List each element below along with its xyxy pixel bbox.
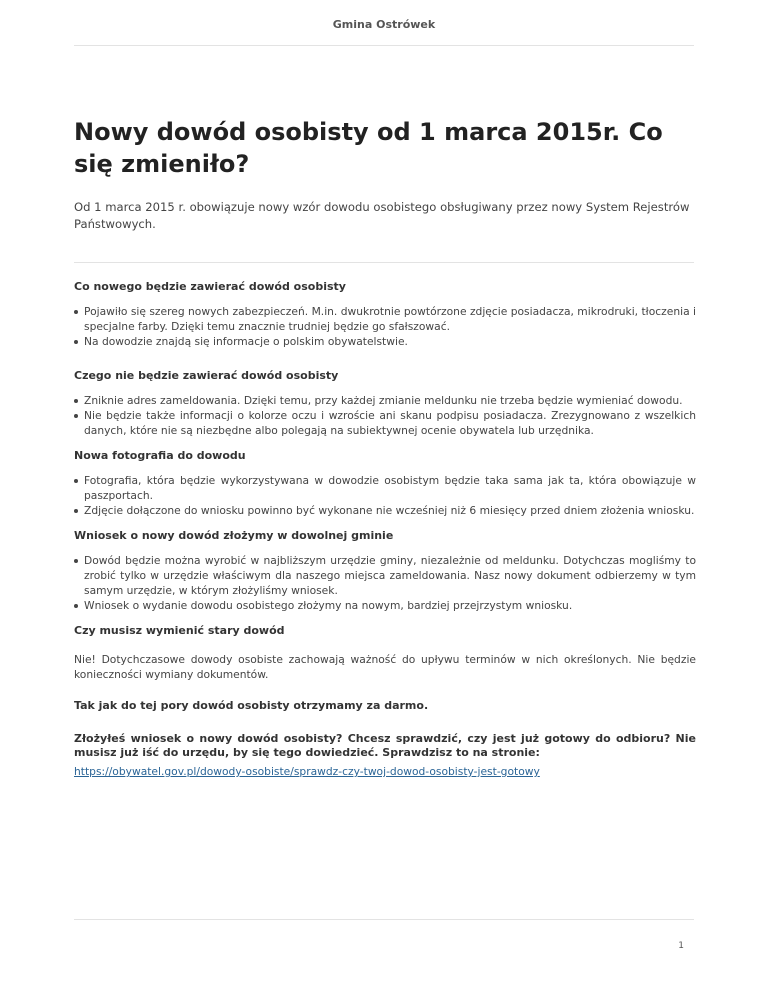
section-heading: Czy musisz wymienić stary dowód xyxy=(74,624,285,637)
check-status-text: Złożyłeś wniosek o nowy dowód osobisty? Chcesz sprawdzić, czy jest już gotowy do odbioru? Nie musisz już iść do urzędu, by się tego dowiedzieć. Sprawdzisz to na stronie: xyxy=(74,732,696,759)
bullet-icon xyxy=(74,479,78,483)
section-removed-contents xyxy=(74,369,696,438)
section-new-contents xyxy=(74,280,696,349)
article-body xyxy=(74,280,696,779)
article-intro: Od 1 marca 2015 r. obowiązuje nowy wzór dowodu osobistego obsługiwany przez nowy System Rejestrów Państwowych. xyxy=(74,200,690,231)
bullet-icon xyxy=(74,310,78,314)
bullet-list xyxy=(74,393,696,438)
list-item xyxy=(74,473,696,503)
check-status-block xyxy=(74,732,696,779)
section-heading: Wniosek o nowy dowód złożymy w dowolnej gminie xyxy=(74,529,394,542)
list-item-text: Zniknie adres zameldowania. Dzięki temu, przy każdej zmianie meldunku nie trzeba będzie wymieniać dowodu. xyxy=(84,394,683,407)
list-item xyxy=(74,503,696,518)
bullet-icon xyxy=(74,509,78,513)
page-header-title: Gmina Ostrówek xyxy=(332,18,436,31)
section-new-photo xyxy=(74,449,696,518)
list-item-text: Na dowodzie znajdą się informacje o polskim obywatelstwie. xyxy=(84,335,408,348)
list-item-text: Pojawiło się szereg nowych zabezpieczeń. M.in. dwukrotnie powtórzone zdjęcie posiadacza, mikrodruki, tłoczenia i specjalne farby. Dzięki temu znacznie trudniej będzie go sfałszować. xyxy=(84,305,696,333)
article-title: Nowy dowód osobisty od 1 marca 2015r. Co się zmieniło? xyxy=(74,118,663,178)
replace-paragraph: Nie! Dotychczasowe dowody osobiste zachowają ważność do upływu terminów w nich określonych. Nie będzie konieczności wymiany dokumentów. xyxy=(74,653,696,681)
bullet-icon xyxy=(74,604,78,608)
page-number: 1 xyxy=(678,941,684,951)
list-item-text: Dowód będzie można wyrobić w najbliższym urzędzie gminy, niezależnie od meldunku. Dotychczas mogliśmy to zrobić tylko w urzędzie właściwym dla naszego miejsca zameldowania. Nasz nowy dokument odbierzemy w tym samym urzędzie, w którym złożyliśmy wniosek. xyxy=(84,554,696,597)
bullet-list xyxy=(74,304,696,349)
header-divider xyxy=(74,45,694,46)
list-item-text: Nie będzie także informacji o kolorze oczu i wzroście ani skanu podpisu posiadacza. Zrezygnowano z wszelkich danych, które nie są niezbędne albo polegają na subiektywnej ocenie obywatela lub urzędnika. xyxy=(84,409,696,437)
list-item xyxy=(74,304,696,334)
section-replace-old xyxy=(74,624,696,682)
list-item-text: Fotografia, która będzie wykorzystywana w dowodzie osobistym będzie taka sama jak ta, która obowiązuje w paszportach. xyxy=(84,474,696,502)
check-status-link[interactable]: https://obywatel.gov.pl/dowody-osobiste/sprawdz-czy-twoj-dowod-osobisty-jest-gotowy xyxy=(74,765,540,778)
list-item xyxy=(74,598,696,613)
bullet-icon xyxy=(74,340,78,344)
intro-divider xyxy=(74,262,694,263)
section-heading: Co nowego będzie zawierać dowód osobisty xyxy=(74,280,346,293)
list-item xyxy=(74,408,696,438)
list-item xyxy=(74,334,696,349)
bullet-list xyxy=(74,473,696,518)
list-item xyxy=(74,553,696,598)
free-of-charge-note: Tak jak do tej pory dowód osobisty otrzymamy za darmo. xyxy=(74,699,429,712)
bullet-list xyxy=(74,553,696,613)
section-any-municipality xyxy=(74,529,696,613)
list-item-text: Wniosek o wydanie dowodu osobistego złożymy na nowym, bardziej przejrzystym wniosku. xyxy=(84,599,573,612)
section-heading: Nowa fotografia do dowodu xyxy=(74,449,246,462)
section-heading: Czego nie będzie zawierać dowód osobisty xyxy=(74,369,339,382)
list-item xyxy=(74,393,696,408)
bullet-icon xyxy=(74,559,78,563)
bullet-icon xyxy=(74,399,78,403)
list-item-text: Zdjęcie dołączone do wniosku powinno być wykonane nie wcześniej niż 6 miesięcy przed dniem złożenia wniosku. xyxy=(84,504,695,517)
footer-divider xyxy=(74,919,694,920)
bullet-icon xyxy=(74,414,78,418)
